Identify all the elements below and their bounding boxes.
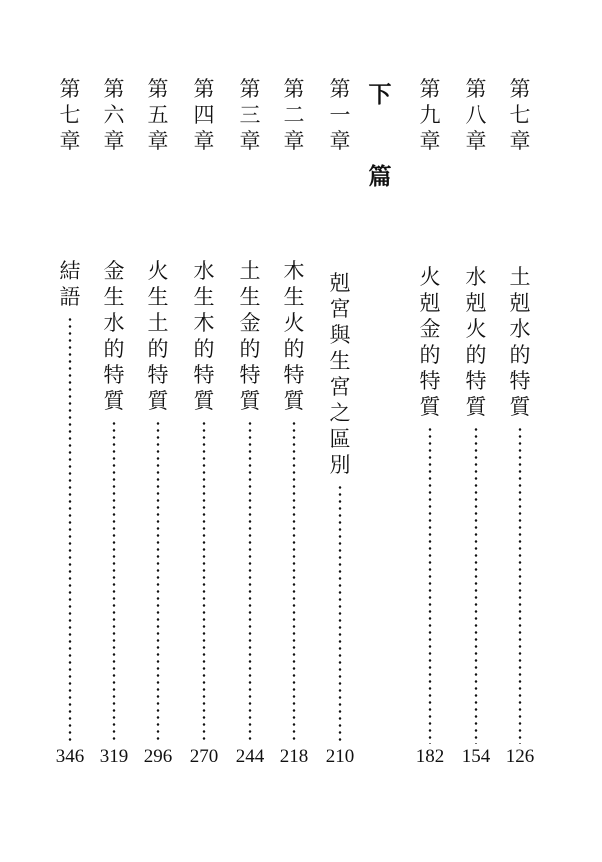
part-heading-bottom: 篇 bbox=[368, 163, 392, 190]
page-number: 319 bbox=[99, 746, 129, 767]
page-number: 154 bbox=[461, 746, 491, 767]
chapter-number: 第 八 章 bbox=[465, 77, 487, 153]
part-heading-top: 下 bbox=[368, 81, 392, 108]
toc-entry-l4 bbox=[140, 76, 176, 806]
chapter-title: 土 生 金 的 特 質 bbox=[239, 259, 261, 413]
page-number: 218 bbox=[279, 746, 309, 767]
page-number: 346 bbox=[55, 746, 85, 767]
page-number: 270 bbox=[189, 746, 219, 767]
chapter-number: 第 二 章 bbox=[283, 77, 305, 153]
page-number: 182 bbox=[415, 746, 445, 767]
chapter-number: 第 四 章 bbox=[193, 77, 215, 153]
chapter-title: 金 生 水 的 特 質 bbox=[103, 259, 125, 413]
dot-leader bbox=[474, 426, 478, 744]
chapter-title: 結 語 bbox=[59, 259, 81, 309]
dot-leader bbox=[292, 420, 296, 744]
chapter-title: 火 生 土 的 特 質 bbox=[147, 259, 169, 413]
chapter-title: 水 生 木 的 特 質 bbox=[193, 259, 215, 413]
dot-leader bbox=[338, 484, 342, 744]
toc-entry-r1 bbox=[458, 76, 494, 806]
chapter-number: 第 七 章 bbox=[59, 77, 81, 153]
chapter-number: 第 一 章 bbox=[329, 77, 351, 153]
toc-entry-l0 bbox=[322, 76, 358, 806]
page-number: 296 bbox=[143, 746, 173, 767]
dot-leader bbox=[518, 426, 522, 744]
toc-entry-l1 bbox=[276, 76, 312, 806]
dot-leader bbox=[68, 316, 72, 744]
part-heading bbox=[360, 76, 400, 276]
toc-entry-l6 bbox=[52, 76, 88, 806]
dot-leader bbox=[202, 420, 206, 744]
chapter-title: 土 剋 水 的 特 質 bbox=[509, 265, 531, 419]
chapter-title: 木 生 火 的 特 質 bbox=[283, 259, 305, 413]
chapter-number: 第 九 章 bbox=[419, 77, 441, 153]
chapter-number: 第 五 章 bbox=[147, 77, 169, 153]
toc-entry-l2 bbox=[232, 76, 268, 806]
chapter-number: 第 七 章 bbox=[509, 77, 531, 153]
toc-entry-l3 bbox=[186, 76, 222, 806]
toc-entry-r2 bbox=[412, 76, 448, 806]
page-number: 126 bbox=[505, 746, 535, 767]
chapter-number: 第 六 章 bbox=[103, 77, 125, 153]
chapter-title: 水 剋 火 的 特 質 bbox=[465, 265, 487, 419]
chapter-title: 火 剋 金 的 特 質 bbox=[419, 265, 441, 419]
chapter-number: 第 三 章 bbox=[239, 77, 261, 153]
toc-entry-r0 bbox=[502, 76, 538, 806]
dot-leader bbox=[248, 420, 252, 744]
page-number: 210 bbox=[325, 746, 355, 767]
dot-leader bbox=[428, 426, 432, 744]
toc-entry-l5 bbox=[96, 76, 132, 806]
dot-leader bbox=[112, 420, 116, 744]
page-number: 244 bbox=[235, 746, 265, 767]
chapter-title: 剋 宮 與 生 宮 之 區 別 bbox=[329, 271, 351, 477]
dot-leader bbox=[156, 420, 160, 744]
